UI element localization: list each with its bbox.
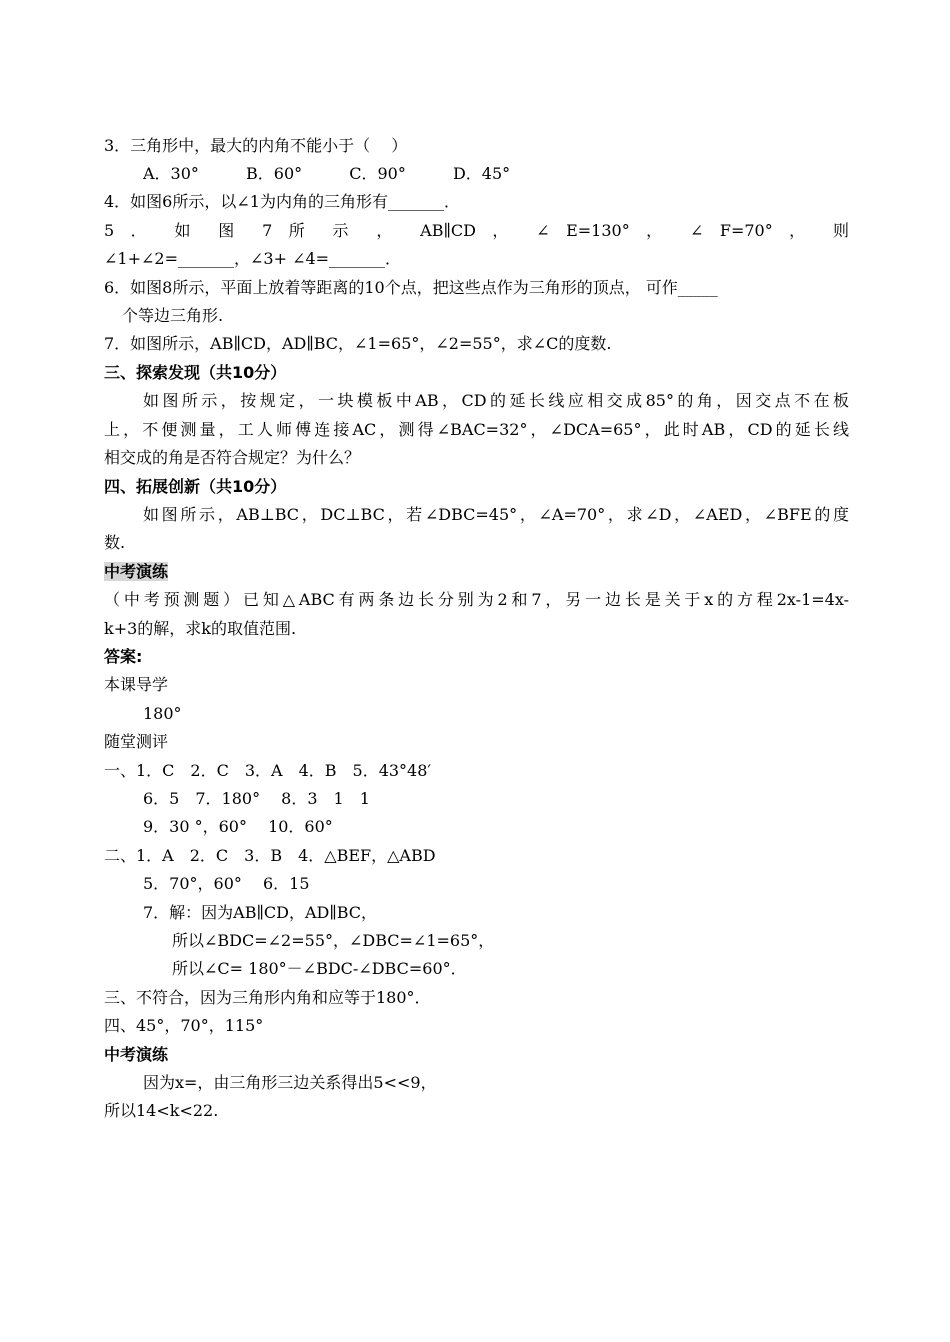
- section-3-line-3: 相交成的角是否符合规定？为什么？: [104, 448, 361, 467]
- question-5-line-2: ∠1+∠2=_______，∠3+ ∠4=_______．: [104, 249, 402, 268]
- section-3-line-2: 上，不便测量，工人师傅连接AC，测得∠BAC=32°，∠DCA=65°，此时AB，CD的延长线: [104, 420, 849, 439]
- question-4: 4．如图6所示，以∠1为内角的三角形有_______．: [104, 192, 460, 211]
- answers-part-2-line-1: 二、1．A 2．C 3．B 4．△BEF，△ABD: [104, 846, 436, 865]
- exam-practice-line-2: k+3的解，求k的取值范围.: [104, 619, 297, 638]
- option-a: A．30°: [143, 164, 199, 183]
- answers-part-3: 三、不符合，因为三角形内角和应等于180°．: [104, 988, 431, 1007]
- answers-exam-line-1: 因为x=，由三角形三边关系得出5<<9，: [143, 1073, 437, 1092]
- answers-part-2-line-4: 所以∠BDC=∠2=55°，∠DBC=∠1=65°，: [172, 931, 495, 950]
- answers-part-1-line-3: 9．30 °，60° 10．60°: [143, 817, 333, 836]
- question-6-line-2: 个等边三角形.: [122, 306, 224, 325]
- question-6-line-1: 6．如图8所示，平面上放着等距离的10个点，把这些点作为三角形的顶点， 可作_____: [104, 278, 718, 297]
- answers-preview-value: 180°: [143, 704, 182, 723]
- answers-part-2-line-3: 7．解：因为AB∥CD，AD∥BC，: [143, 903, 378, 922]
- answers-preview-label: 本课导学: [104, 675, 169, 694]
- option-b: B．60°: [246, 164, 303, 183]
- answers-exam-heading: 中考演练: [104, 1045, 169, 1064]
- answers-part-4: 四、45°，70°，115°: [104, 1016, 264, 1035]
- section-3-heading: 三、探索发现（共10分）: [104, 363, 287, 382]
- section-4-line-2: 数.: [104, 533, 126, 552]
- section-4-line-1: 如图所示，AB⊥BC，DC⊥BC，若∠DBC=45°，∠A=70°，求∠D，∠AED，∠BFE的度: [143, 505, 849, 524]
- answers-part-1-line-2: 6．5 7．180° 8．3 1 1: [143, 789, 370, 808]
- question-3-options: [143, 164, 888, 184]
- option-c: C．90°: [349, 164, 406, 183]
- answers-part-2-line-2: 5．70°，60° 6．15: [143, 874, 310, 893]
- option-d: D．45°: [452, 164, 511, 183]
- answers-part-2-line-5: 所以∠C= 180°－∠BDC-∠DBC=60°．: [172, 959, 467, 978]
- question-7: 7．如图所示，AB∥CD，AD∥BC，∠1=65°，∠2=55°，求∠C的度数.: [104, 334, 612, 353]
- section-3-line-1: 如图所示，按规定，一块模板中AB，CD的延长线应相交成85°的角，因交点不在板: [143, 391, 849, 410]
- answers-test-label: 随堂测评: [104, 732, 169, 751]
- question-3-stem: 3．三角形中，最大的内角不能小于（ ）: [104, 136, 408, 155]
- answers-exam-line-2: 所以14<k<22.: [104, 1101, 219, 1120]
- answers-heading: 答案:: [104, 647, 143, 666]
- exam-practice-heading-text: 中考演练: [104, 562, 169, 581]
- section-4-heading: 四、拓展创新（共10分）: [104, 477, 287, 496]
- exam-practice-heading: [104, 562, 849, 582]
- exam-practice-line-1: （中考预测题）已知△ABC有两条边长分别为2和7，另一边长是关于x的方程2x-1=4x-: [104, 590, 849, 609]
- answers-part-1-line-1: 一、1．C 2．C 3．A 4．B 5．43°48′: [104, 761, 432, 780]
- question-5-line-1: 5 ． 如 图 7 所 示 ， AB∥CD ， ∠ E=130° ， ∠ F=70° ， 则: [104, 221, 849, 240]
